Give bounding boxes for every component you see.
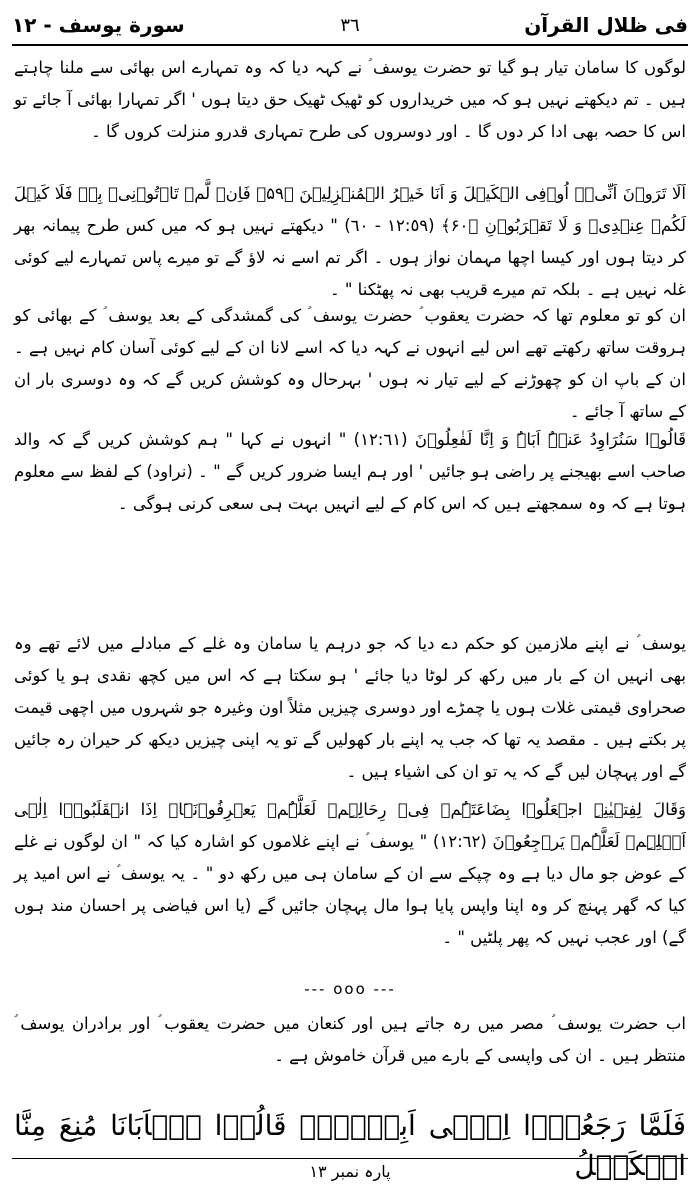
paragraph-7: اب حضرت یوسف ؑ مصر میں رہ جاتے ہیں اور کنعان میں حضرت یعقوب ؑ اور برادران یوسف ؑ منتظر ہیں ۔ ان کی واپسی کے بارے میں قرآن خاموش ہے ۔	[14, 1014, 686, 1065]
page-number: ٣٦	[340, 14, 360, 36]
section-separator: --- ooo ---	[304, 980, 396, 998]
paragraph-5: یوسف ؑ نے اپنے ملازمین کو حکم دے دیا کہ جو درہم یا سامان وہ غلے کے مبادلے میں لائے تھے وہ بھی انہیں ان کے بار میں رکھ کر لوٹا دیا جائے ' ہو سکتا ہے کہ اس میں کچھ نقدی ہو یا کوئی صحراوی قیمتی غلات ہوں یا چمڑے اور دوسری چیزیں مثلاً اون وغیرہ جو شہروں میں اچھی قیمت پر بکتے ہیں ۔ مقصد یہ تھا کہ جب یہ اپنے بار کھولیں گے تو یہ اپنی چیزیں دیکھ کر حیران رہ جائیں گے اور پہچان لیں گے کہ یہ تو ان کی اشیاء ہیں ۔	[14, 634, 686, 781]
page-header	[12, 8, 688, 42]
footer-rule	[12, 1158, 688, 1159]
header-rule	[12, 44, 688, 46]
surah-label: سورة یوسف - ١٢	[12, 13, 185, 37]
paragraph-3: ان کو تو معلوم تھا کہ حضرت یعقوب ؑ حضرت یوسف ؑ کی گمشدگی کے بعد یوسف ؑ کے بھائی کو ہروقت ساتھ رکھتے تھے اس لیے انہوں نے کہہ دیا کہ اسے لانا ان کے لیے کوئی آسان کام نہیں ہے ۔ ان کے باپ ان کو چھوڑنے کے لیے تیار نہ ہوں ' بہرحال وہ کوشش کریں گے کہ وہ دوسری بار ان کے ساتھ آ جائے ۔	[14, 306, 687, 421]
quran-verse-final: فَلَمَّا رَجَعُوۡۤا اِلٰۤی اَبِیۡہِمۡ قَالُوۡا یٰۤاَبَانَا مُنِعَ مِنَّا الۡکَیۡلُ	[14, 1109, 686, 1182]
paragraph-1: لوگوں کا سامان تیار ہو گیا تو حضرت یوسف ؑ نے کہہ دیا کہ وہ تمہارے اس بھائی سے ملنا چاہتے ہیں ۔ تم دیکھتے نہیں ہو کہ میں خریداروں کو ٹھیک ٹھیک حق دیتا ہوں ' اگر تمہارا بھائی آ جائے تو اس کا حصہ بھی ادا کر دوں گا ۔ اور دوسروں کی طرح تمہاری قدرو منزلت کروں گا ۔	[14, 58, 686, 141]
para-number-footer: پارہ نمبر ١٣	[309, 1162, 391, 1181]
book-title: فی ظلال القرآن	[524, 13, 688, 37]
paragraph-2: اَلَا تَرَوۡنَ اَنِّیۡۤ اُوۡفِی الۡکَیۡلَ وَ اَنَا خَیۡرُ الۡمُنۡزِلِیۡنَ ﴿۵۹﴾ فَاِنۡ لَّمۡ تَاۡتُوۡنِیۡ بِہٖ فَلَا کَیۡلَ لَکُمۡ عِنۡدِیۡ وَ لَا تَقۡرَبُوۡنِ ﴿۶۰﴾ (١٢:٥٩ - ٦٠) " دیکھتے نہیں ہو کہ میں کس طرح پیمانہ بھر کر دیتا ہوں اور کیسا اچھا مہمان نواز ہوں ۔ اگر تم اسے نہ لاؤ گے تو میرے پاس تمہارے لیے کوئی غلہ نہیں ہے ۔ بلکہ تم میرے قریب بھی نہ پھٹکنا " ۔	[14, 184, 686, 299]
paragraph-4: قَالُوۡا سَنُرَاوِدُ عَنۡہُ اَبَاہُ وَ اِنَّا لَفٰعِلُوۡنَ (١٢:٦١) " انہوں نے کہا " ہم کوشش کریں گے کہ والد صاحب اسے بھیجنے پر راضی ہو جائیں ' اور ہم ایسا ضرور کریں گے " ۔ (نراود) کے لفظ سے معلوم ہوتا ہے کہ وہ سمجھتے ہیں کہ اس کام کے لیے انہیں بہت ہی سعی کرنی ہوگی ۔	[14, 430, 686, 513]
paragraph-6: وَقَالَ لِفِتۡیٰنِہِ اجۡعَلُوۡا بِضَاعَتَہُمۡ فِیۡ رِحَالِہِمۡ لَعَلَّہُمۡ یَعۡرِفُوۡنَہَاۤ اِذَا انۡقَلَبُوۡۤا اِلٰۤی اَہۡلِہِمۡ لَعَلَّہُمۡ یَرۡجِعُوۡنَ (١٢:٦٢) " یوسف ؑ نے اپنے غلاموں کو اشارہ کیا کہ " ان لوگوں نے غلے کے عوض جو مال دیا ہے وہ چپکے سے ان کے سامان ہی میں رکھ دو " ۔ یہ یوسف ؑ نے اس امید پر کیا کہ گھر پہنچ کر وہ اپنا واپس پایا ہوا مال پہچان جائیں گے (یا اس فیاضی پر احسان مند ہوں گے) اور عجب نہیں کہ پھر پلٹیں " ۔	[14, 800, 686, 947]
